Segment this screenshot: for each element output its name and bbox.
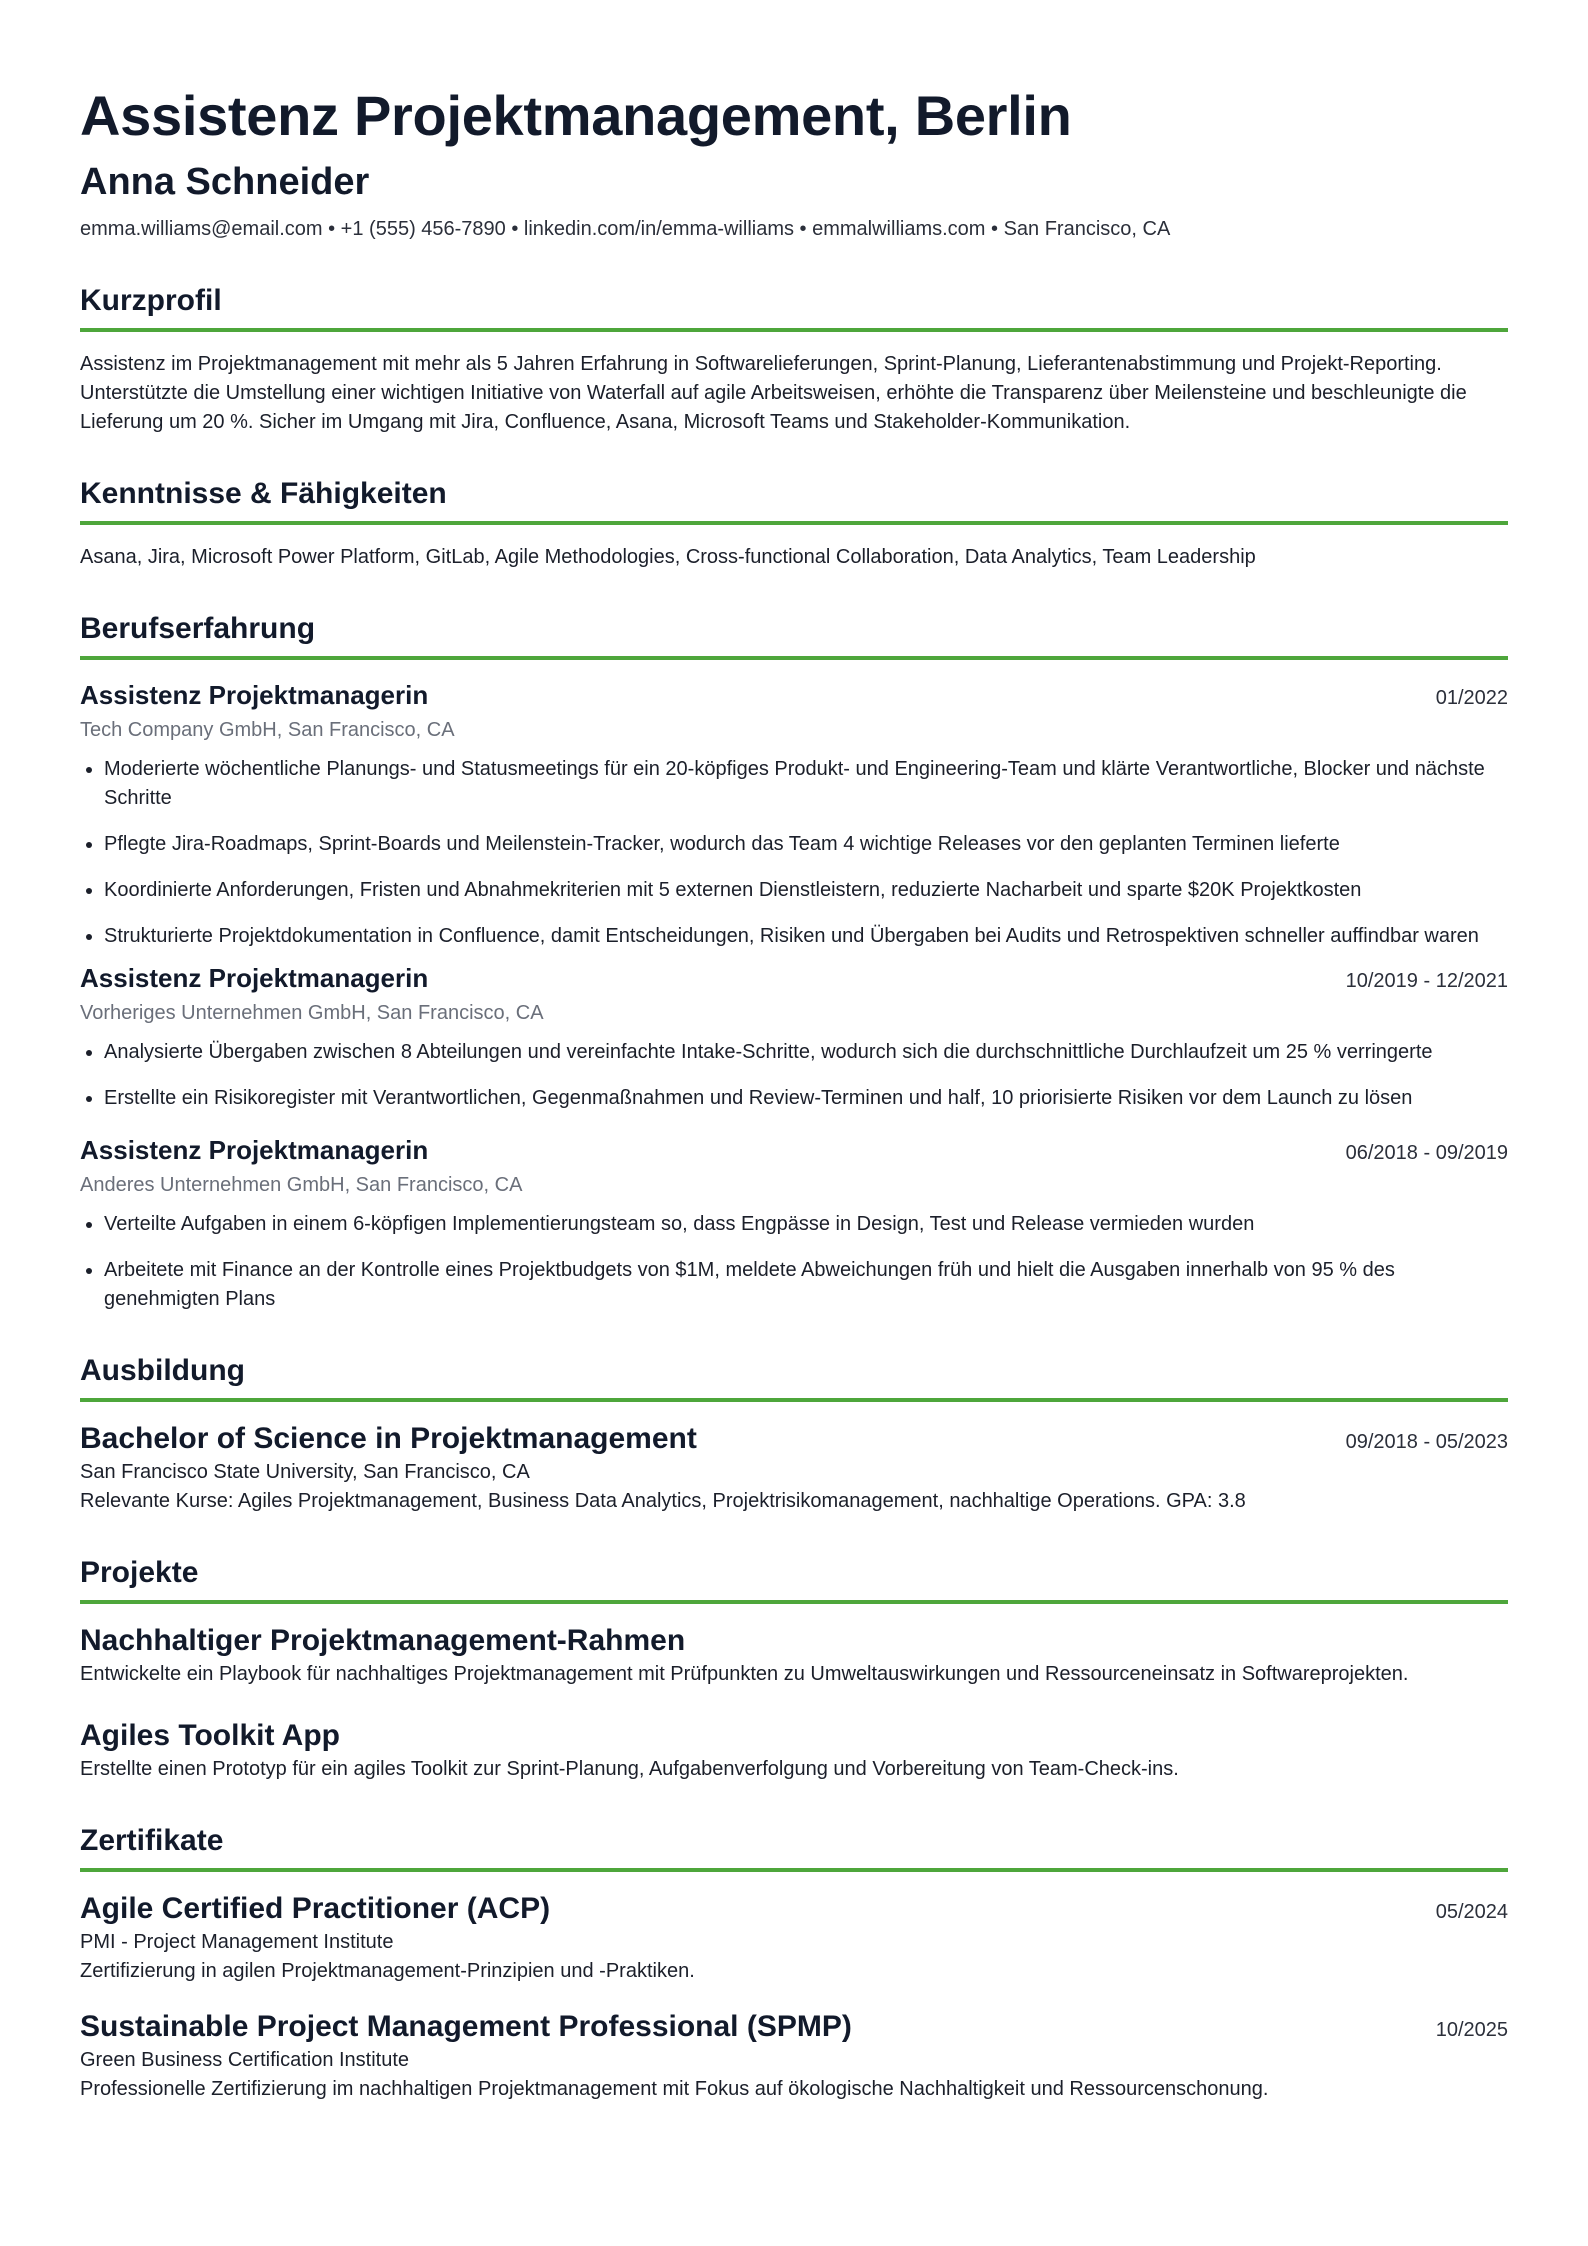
- certificate-date: 10/2025: [1435, 2019, 1508, 2041]
- summary-text: Assistenz im Projektmanagement mit mehr als 5 Jahren Erfahrung in Softwarelieferungen, Sprint-Planung, Lieferantenabstimmung und Projekt-Reporting. Unterstützte die Umstellung einer wichtigen Initiative von Waterfall auf agile Arbeitsweisen, erhöhte die Transparenz über Meilensteine und beschleunigte die Lieferung um 20 %. Sicher im Umgang mit Jira, Confluence, Asana, Microsoft Teams und Stakeholder-Kommunikation.: [80, 353, 1467, 433]
- project-description: Entwickelte ein Playbook für nachhaltiges Projektmanagement mit Prüfpunkten zu Umweltauswirkungen und Ressourceneinsatz in Softwareprojekten.: [80, 1663, 1409, 1685]
- section-divider: [80, 1868, 1508, 1872]
- certificate-entry: [80, 1890, 1508, 1986]
- section-divider: [80, 1600, 1508, 1604]
- section-divider: [80, 1398, 1508, 1402]
- job-bullet: • Moderierte wöchentliche Planungs- und Statusmeetings für ein 20-köpfiges Produkt- und Engineering-Team und klärte Verantwortliche, Blocker und nächste Schritte: [104, 755, 1508, 813]
- job-date: 01/2022: [1435, 687, 1508, 709]
- school-name: San Francisco State University, San Francisco, CA: [80, 1461, 530, 1483]
- job-bullets: [80, 755, 1508, 951]
- job-bullet: • Analysierte Übergaben zwischen 8 Abteilungen und vereinfachte Intake-Schritte, wodurch sich die durchschnittliche Durchlaufzeit um 25 % verringerte: [104, 1038, 1508, 1067]
- job-bullet: • Arbeitete mit Finance an der Kontrolle eines Projektbudgets von $1M, meldete Abweichungen früh und hielt die Ausgaben innerhalb von 95 % des genehmigten Plans: [104, 1256, 1508, 1314]
- job-bullet: • Koordinierte Anforderungen, Fristen und Abnahmekriterien mit 5 externen Dienstleistern, reduzierte Nacharbeit und sparte $20K Projektkosten: [104, 876, 1508, 905]
- job-role: Assistenz Projektmanagerin: [80, 1135, 429, 1165]
- job-role: Assistenz Projektmanagerin: [80, 963, 429, 993]
- section-heading: Kenntnisse & Fähigkeiten: [80, 477, 447, 510]
- job-date: 06/2018 - 09/2019: [1345, 1142, 1508, 1164]
- document-title: Assistenz Projektmanagement, Berlin: [80, 84, 1072, 147]
- certificate-entry: [80, 2008, 1508, 2104]
- job-entry: [80, 678, 1508, 951]
- job-entry: [80, 1133, 1508, 1314]
- job-bullets: [80, 1210, 1508, 1314]
- section-heading: Berufserfahrung: [80, 612, 316, 645]
- job-bullets: [80, 1038, 1508, 1113]
- certificate-title: Sustainable Project Management Professional (SPMP): [80, 2010, 852, 2043]
- section-heading: Kurzprofil: [80, 284, 222, 317]
- skills-section: [80, 475, 1508, 572]
- education-section: [80, 1352, 1508, 1516]
- project-description: Erstellte einen Prototyp für ein agiles Toolkit zur Sprint-Planung, Aufgabenverfolgung und Vorbereitung von Team-Check-ins.: [80, 1758, 1179, 1780]
- project-title: Agiles Toolkit App: [80, 1719, 340, 1752]
- job-bullet: • Verteilte Aufgaben in einem 6-köpfigen Implementierungsteam so, dass Engpässe in Design, Test und Release vermieden wurden: [104, 1210, 1508, 1239]
- job-role: Assistenz Projektmanagerin: [80, 680, 429, 710]
- certificate-date: 05/2024: [1435, 1901, 1508, 1923]
- degree-title: Bachelor of Science in Projektmanagement: [80, 1422, 697, 1455]
- section-heading: Zertifikate: [80, 1824, 224, 1857]
- certificate-issuer: Green Business Certification Institute: [80, 2049, 410, 2071]
- job-entry: [80, 961, 1508, 1113]
- job-bullet: • Strukturierte Projektdokumentation in Confluence, damit Entscheidungen, Risiken und Übergaben bei Audits und Retrospektiven schneller auffindbar waren: [104, 922, 1508, 951]
- project-entry: [80, 1622, 1508, 1689]
- education-date: 09/2018 - 05/2023: [1345, 1431, 1508, 1453]
- job-company: Tech Company GmbH, San Francisco, CA: [80, 719, 455, 741]
- certificate-title: Agile Certified Practitioner (ACP): [80, 1892, 551, 1925]
- projects-section: [80, 1554, 1508, 1784]
- job-company: Anderes Unternehmen GmbH, San Francisco, CA: [80, 1174, 523, 1196]
- certificate-description: Professionelle Zertifizierung im nachhaltigen Projektmanagement mit Fokus auf ökologische Nachhaltigkeit und Ressourcenschonung.: [80, 2078, 1269, 2100]
- summary-section: [80, 282, 1508, 437]
- project-title: Nachhaltiger Projektmanagement-Rahmen: [80, 1624, 686, 1657]
- certificates-section: [80, 1822, 1508, 2104]
- job-bullet: • Pflegte Jira-Roadmaps, Sprint-Boards und Meilenstein-Tracker, wodurch das Team 4 wichtige Releases vor den geplanten Terminen lieferte: [104, 830, 1508, 859]
- section-heading: Projekte: [80, 1556, 199, 1589]
- certificate-issuer: PMI - Project Management Institute: [80, 1931, 394, 1953]
- section-divider: [80, 328, 1508, 332]
- section-divider: [80, 656, 1508, 660]
- section-heading: Ausbildung: [80, 1354, 245, 1387]
- section-divider: [80, 521, 1508, 525]
- job-bullet: • Erstellte ein Risikoregister mit Verantwortlichen, Gegenmaßnahmen und Review-Terminen und half, 10 priorisierte Risiken vor dem Launch zu lösen: [104, 1084, 1508, 1113]
- project-entry: [80, 1717, 1508, 1784]
- experience-section: [80, 610, 1508, 1314]
- job-date: 10/2019 - 12/2021: [1345, 970, 1508, 992]
- contact-line: emma.williams@email.com • +1 (555) 456-7890 • linkedin.com/in/emma-williams • emmalwilliams.com • San Francisco, CA: [80, 218, 1171, 240]
- job-company: Vorheriges Unternehmen GmbH, San Francisco, CA: [80, 1002, 544, 1024]
- certificate-description: Zertifizierung in agilen Projektmanagement-Prinzipien und -Praktiken.: [80, 1960, 695, 1982]
- course-list: Relevante Kurse: Agiles Projektmanagement, Business Data Analytics, Projektrisikomanagement, nachhaltige Operations. GPA: 3.8: [80, 1490, 1246, 1512]
- skills-text: Asana, Jira, Microsoft Power Platform, GitLab, Agile Methodologies, Cross-functional Collaboration, Data Analytics, Team Leadership: [80, 546, 1256, 568]
- person-name: Anna Schneider: [80, 161, 370, 203]
